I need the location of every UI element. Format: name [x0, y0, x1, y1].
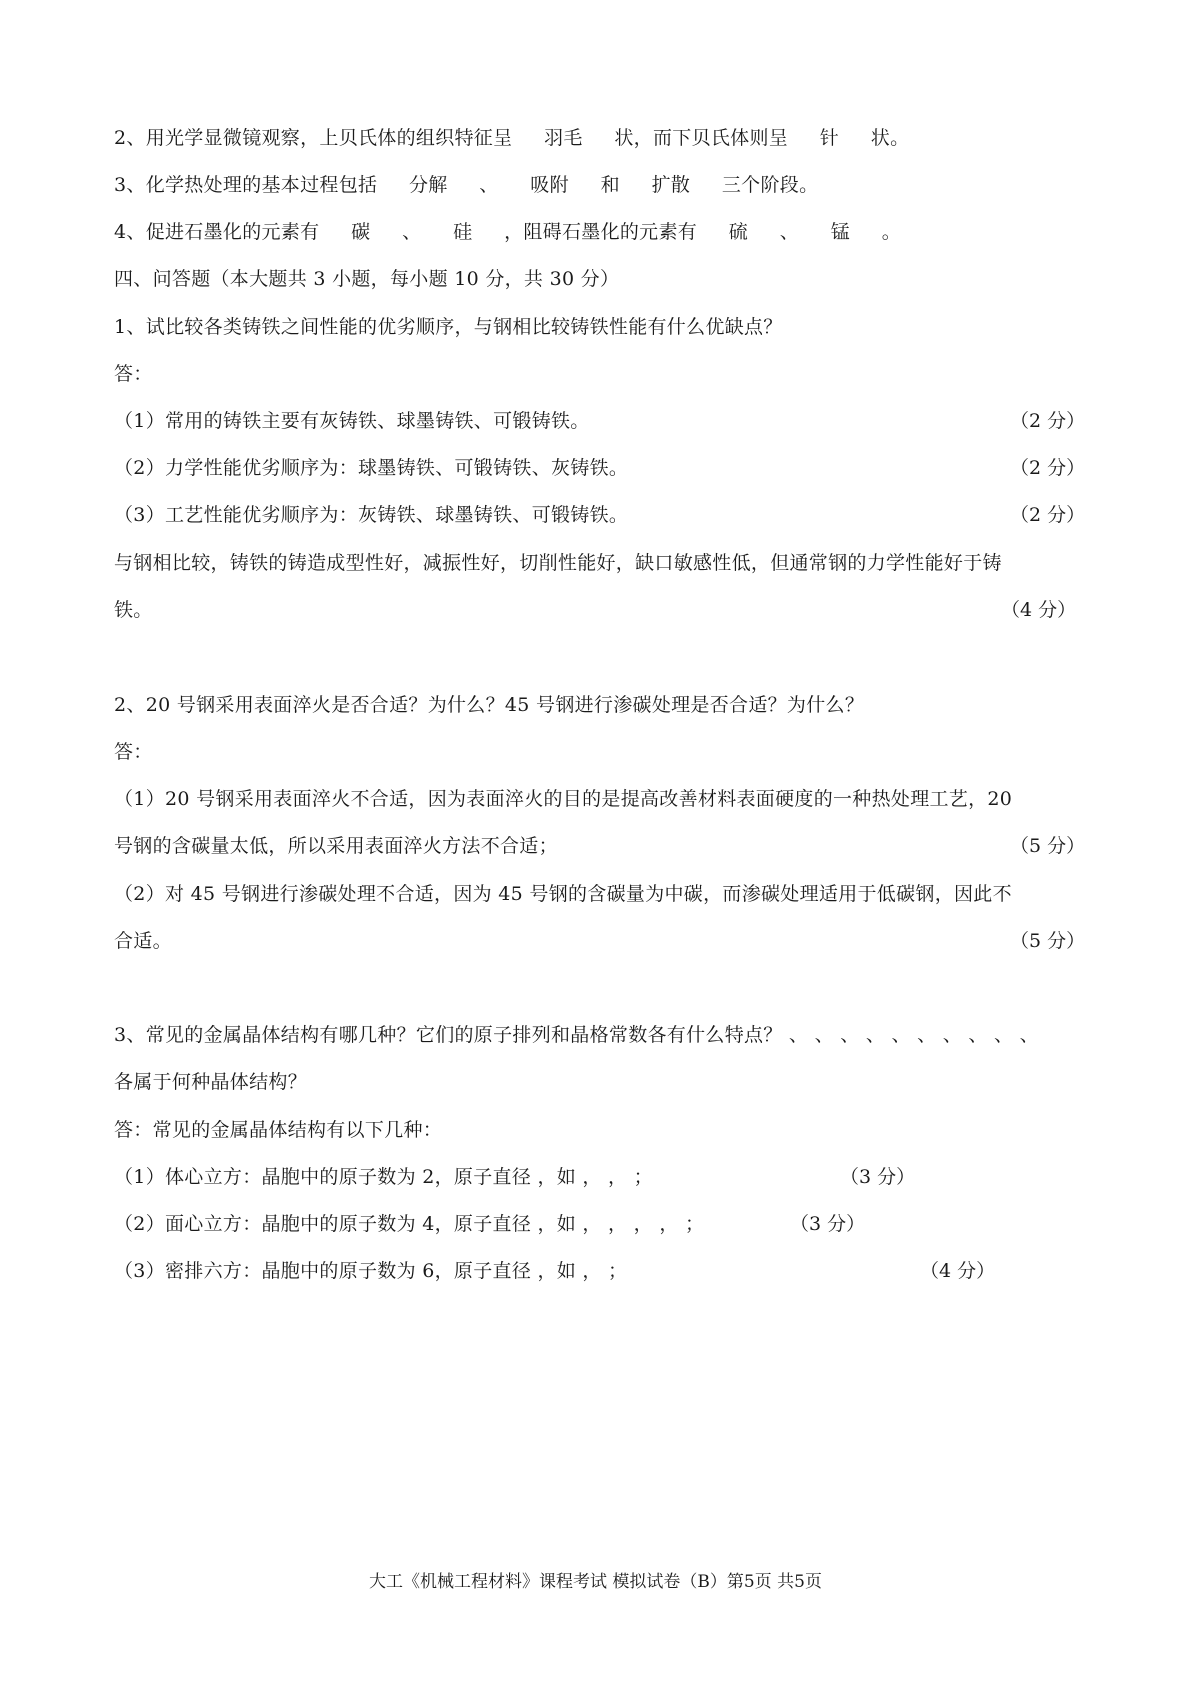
q1-summary-line1: 与钢相比较，铸铁的铸造成型性好，减振性好，切削性能好，缺口敏感性低，但通常钢的力学性能好于铸: [114, 552, 1002, 574]
page-footer: 大工《机械工程材料》课程考试 模拟试卷（B）第5页 共5页: [369, 1572, 822, 1592]
fill-blank-q2: 2、用光学显微镜观察，上贝氏体的组织特征呈 羽毛 状，而下贝氏体则呈 针 状。: [114, 127, 910, 149]
q2-item2-line2: 合适。: [114, 930, 172, 952]
q3-question-line1: 3、常见的金属晶体结构有哪几种？它们的原子排列和晶格常数各有什么特点？ 、 、 、 、 、 、 、 、 、 、: [114, 1024, 1039, 1046]
q2-item2-line1: （2）对 45 号钢进行渗碳处理不合适，因为 45 号钢的含碳量为中碳，而渗碳处理适用于低碳钢，因此不: [114, 883, 1012, 905]
q2-item1-line1: （1）20 号钢采用表面淬火不合适，因为表面淬火的目的是提高改善材料表面硬度的一种热处理工艺，20: [114, 788, 1013, 810]
q1-item1-score: （2 分）: [1010, 410, 1086, 432]
q3-item2: （2）面心立方：晶胞中的原子数为 4，原子直径 ，如 ， ， ， ， ；: [114, 1213, 705, 1235]
q1-item2: （2）力学性能优劣顺序为：球墨铸铁、可锻铸铁、灰铸铁。: [114, 457, 629, 479]
fill-blank-q4: 4、促进石墨化的元素有 碳 、 硅 ，阻碍石墨化的元素有 硫 、 锰 。: [114, 221, 902, 243]
q1-item2-score: （2 分）: [1010, 457, 1086, 479]
q2-answer-label: 答：: [114, 741, 153, 763]
fill-blank-q3: 3、化学热处理的基本过程包括 分解 、 吸附 和 扩散 三个阶段。: [114, 174, 819, 196]
q3-item1: （1）体心立方：晶胞中的原子数为 2，原子直径 ，如 ， ， ；: [114, 1166, 653, 1188]
section-heading: 四、问答题（本大题共 3 小题，每小题 10 分，共 30 分）: [114, 268, 620, 290]
q1-item3: （3）工艺性能优劣顺序为：灰铸铁、球墨铸铁、可锻铸铁。: [114, 504, 629, 526]
q1-summary-line2: 铁。: [114, 599, 153, 621]
q3-item3: （3）密排六方：晶胞中的原子数为 6，原子直径 ，如 ， ；: [114, 1260, 628, 1282]
q2-item1-line2: 号钢的含碳量太低，所以采用表面淬火方法不合适；: [114, 835, 558, 857]
q3-item1-score: （3 分）: [840, 1166, 916, 1188]
q3-item2-score: （3 分）: [790, 1213, 866, 1235]
q2-item2-score: （5 分）: [1010, 930, 1086, 952]
q1-item1: （1）常用的铸铁主要有灰铸铁、球墨铸铁、可锻铸铁。: [114, 410, 590, 432]
q1-question: 1、试比较各类铸铁之间性能的优劣顺序，与钢相比较铸铁性能有什么优缺点？: [114, 316, 783, 338]
q1-item3-score: （2 分）: [1010, 504, 1086, 526]
q1-answer-label: 答：: [114, 363, 153, 385]
q3-answer-intro: 答：常见的金属晶体结构有以下几种：: [114, 1119, 443, 1141]
q2-question: 2、20 号钢采用表面淬火是否合适？为什么？45 号钢进行渗碳处理是否合适？为什么？: [114, 694, 865, 716]
q1-summary-score: （4 分）: [1001, 599, 1077, 621]
q3-question-line2: 各属于何种晶体结构？: [114, 1071, 308, 1093]
q2-item1-score: （5 分）: [1010, 835, 1086, 857]
q3-item3-score: （4 分）: [920, 1260, 996, 1282]
